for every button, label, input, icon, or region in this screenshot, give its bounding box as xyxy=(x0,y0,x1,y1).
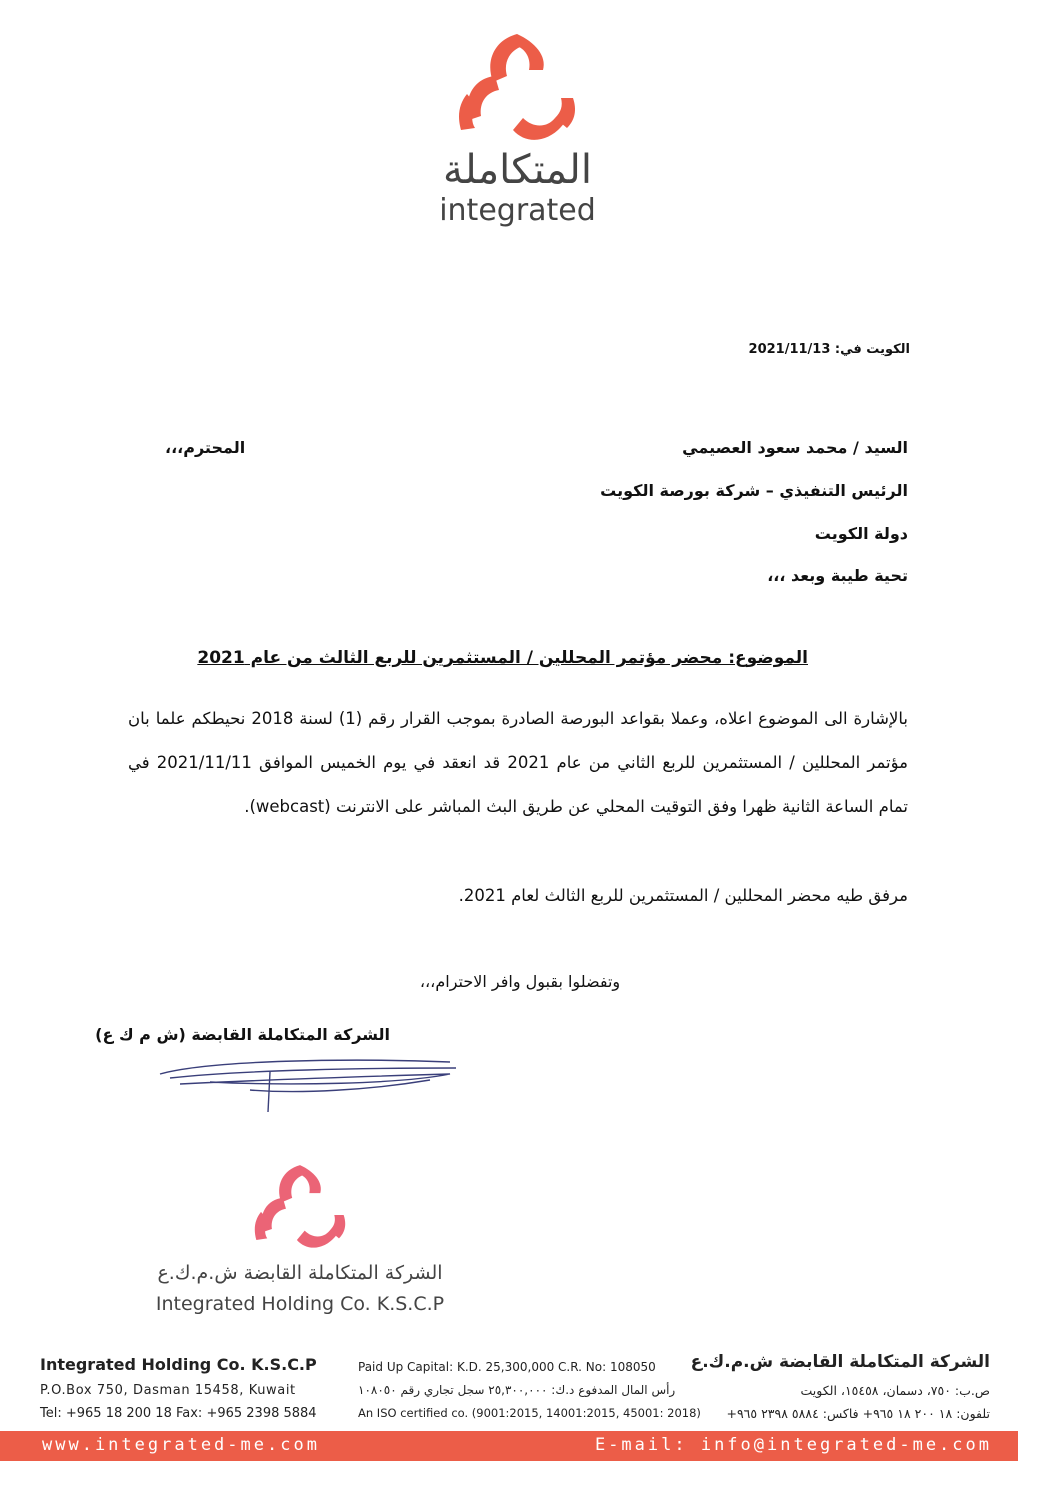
footer-company-ar: الشركة المتكاملة القابضة ش.م.ك.ع xyxy=(690,1352,990,1372)
greeting: تحية طيبة وبعد ،،، xyxy=(767,566,908,585)
footer-iso-note: An ISO certified co. (9001:2015, 14001:2015, 45001: 2018) xyxy=(358,1406,701,1420)
footer-address-en: P.O.Box 750, Dasman 15458, Kuwait xyxy=(40,1383,296,1398)
stamp-english-name: Integrated Holding Co. K.S.C.P xyxy=(155,1293,445,1315)
recipient-country: دولة الكويت xyxy=(814,524,908,543)
footer-company-en: Integrated Holding Co. K.S.C.P xyxy=(40,1355,317,1374)
footer-capital-en: Paid Up Capital: K.D. 25,300,000 C.R. No: 108050 xyxy=(358,1360,656,1374)
integrated-logo-icon xyxy=(455,30,579,148)
stamp-logo-icon xyxy=(250,1162,350,1254)
handwritten-signature xyxy=(150,1050,470,1115)
stamp-arabic-name: الشركة المتكاملة القابضة ش.م.ك.ع xyxy=(157,1262,443,1284)
footer-email-link[interactable]: E-mail: info@integrated-me.com xyxy=(594,1435,992,1455)
letter-subject: الموضوع: محضر مؤتمر المحللين / المستثمرين للربع الثالث من عام 2021 xyxy=(197,648,808,668)
attachment-note: مرفق طيه محضر المحللين / المستثمرين للربع الثالث لعام 2021. xyxy=(458,886,908,905)
logo-arabic-wordmark: المتكاملة xyxy=(443,147,592,193)
letter-date: الكويت في: 2021/11/13 xyxy=(748,342,910,357)
footer-address-ar: ص.ب: ٧٥٠، دسمان، ١٥٤٥٨، الكويت xyxy=(800,1383,990,1398)
recipient-title: الرئيس التنفيذي – شركة بورصة الكويت xyxy=(600,481,908,500)
footer-capital-ar: رأس المال المدفوع د.ك: ٢٥,٣٠٠,٠٠٠ سجل تجاري رقم ١٠٨٠٥٠ xyxy=(358,1383,676,1397)
footer-website-link[interactable]: www.integrated-me.com xyxy=(42,1435,320,1455)
signatory-company: الشركة المتكاملة القابضة (ش م ك ع) xyxy=(95,1025,390,1044)
logo-english-wordmark: integrated xyxy=(439,193,596,228)
recipient-honorific: المحترم،،، xyxy=(165,438,246,457)
footer-phone-en: Tel: +965 18 200 18 Fax: +965 2398 5884 xyxy=(40,1406,317,1421)
footer-phone-ar: تلفون: ١٨ ٢٠٠ ١٨ ٩٦٥+ فاكس: ٥٨٨٤ ٢٣٩٨ ٩٦٥+ xyxy=(726,1406,990,1421)
closing-line: وتفضلوا بقبول وافر الاحترام،،، xyxy=(419,972,621,991)
recipient-name: السيد / محمد سعود العصيمي xyxy=(682,438,908,457)
letter-body: بالإشارة الى الموضوع اعلاه، وعملا بقواعد البورصة الصادرة بموجب القرار رقم (1) لسنة 2018 نحيطكم علما بان مؤتمر المحللين / المستثمرين للربع الثاني من عام 2021 قد انعقد في يوم الخميس الموافق 2021/11/11 في تمام الساعة الثانية ظهرا وفق التوقيت المحلي عن طريق البث المباشر على الانترنت (webcast). xyxy=(128,709,909,816)
